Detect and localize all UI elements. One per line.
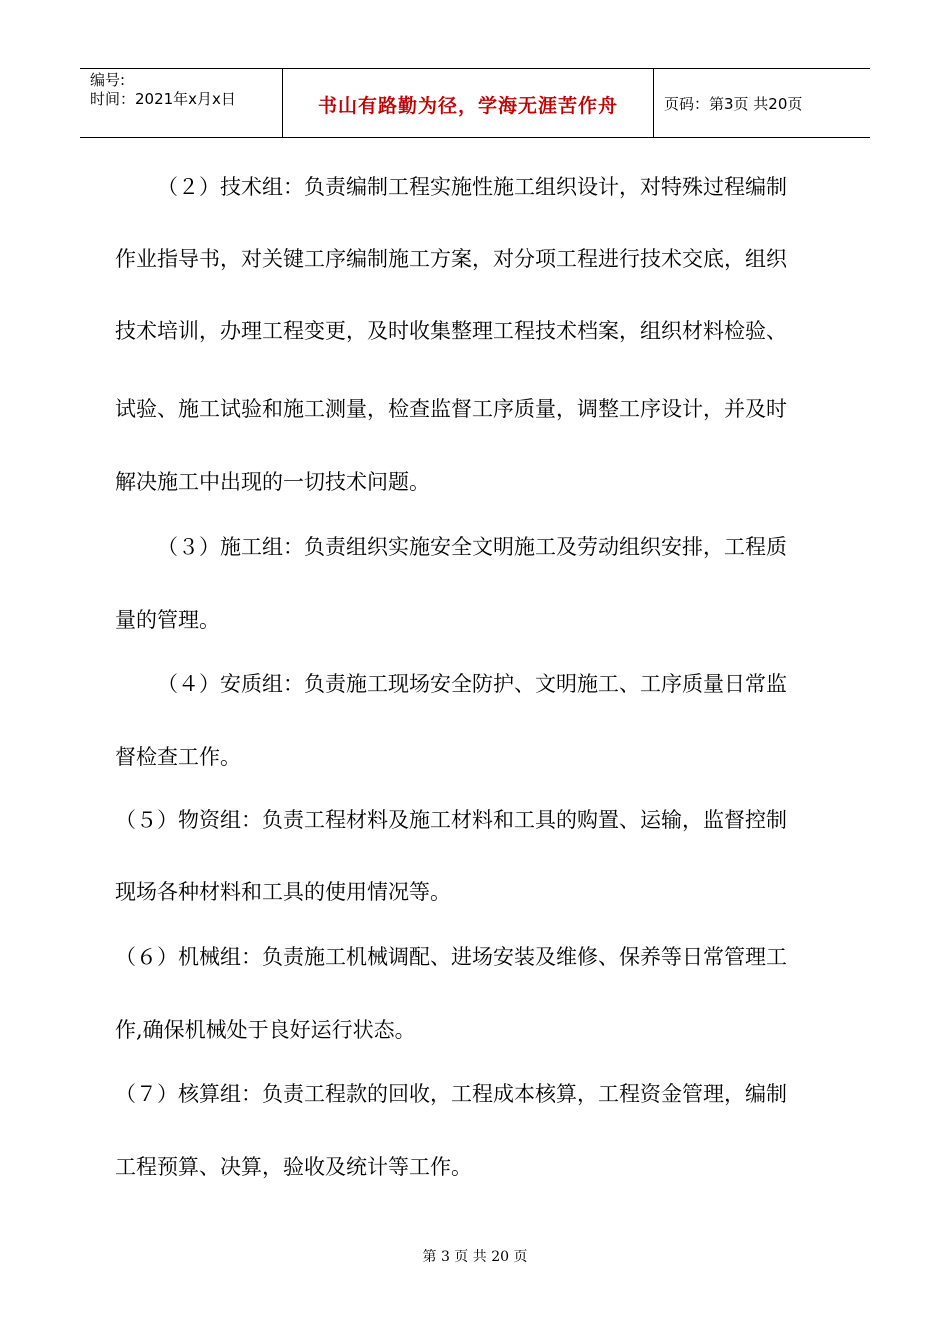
page-header bbox=[80, 68, 870, 138]
body-line: 技术培训，办理工程变更，及时收集整理工程技术档案，组织材料检验、 bbox=[115, 319, 787, 343]
header-motto: 书山有路勤为径，学海无涯苦作舟 bbox=[317, 95, 618, 117]
body-line: （４）安质组：负责施工现场安全防护、文明施工、工序质量日常监 bbox=[157, 672, 787, 696]
body-line: 作业指导书，对关键工序编制施工方案，对分项工程进行技术交底，组织 bbox=[115, 247, 787, 271]
body-line: 现场各种材料和工具的使用情况等。 bbox=[115, 880, 451, 904]
body-line: （６）机械组：负责施工机械调配、进场安装及维修、保养等日常管理工 bbox=[115, 945, 787, 969]
header-meta-cell bbox=[80, 69, 283, 137]
body-line: 工程预算、决算，验收及统计等工作。 bbox=[115, 1155, 472, 1179]
body-line: 解决施工中出现的一切技术问题。 bbox=[115, 470, 430, 494]
body-line: 试验、施工试验和施工测量，检查监督工序质量，调整工序设计，并及时 bbox=[115, 397, 787, 421]
document-time-label: 时间：2021年x月x日 bbox=[90, 90, 236, 108]
body-line: （５）物资组：负责工程材料及施工材料和工具的购置、运输，监督控制 bbox=[115, 808, 787, 832]
header-motto-cell bbox=[283, 69, 654, 137]
body-line: （２）技术组：负责编制工程实施性施工组织设计，对特殊过程编制 bbox=[157, 175, 787, 199]
body-line: （７）核算组：负责工程款的回收，工程成本核算，工程资金管理，编制 bbox=[115, 1082, 787, 1106]
page-footer: 第 3 页 共 20 页 bbox=[422, 1249, 528, 1265]
header-page-info: 页码：第3页 共20页 bbox=[664, 95, 803, 113]
document-number-label: 编号: bbox=[90, 71, 126, 89]
body-line: （３）施工组：负责组织实施安全文明施工及劳动组织安排，工程质 bbox=[157, 535, 787, 559]
body-line: 量的管理。 bbox=[115, 608, 220, 632]
body-line: 督检查工作。 bbox=[115, 745, 241, 769]
body-line: 作,确保机械处于良好运行状态。 bbox=[115, 1018, 416, 1042]
header-page-cell bbox=[654, 69, 870, 137]
